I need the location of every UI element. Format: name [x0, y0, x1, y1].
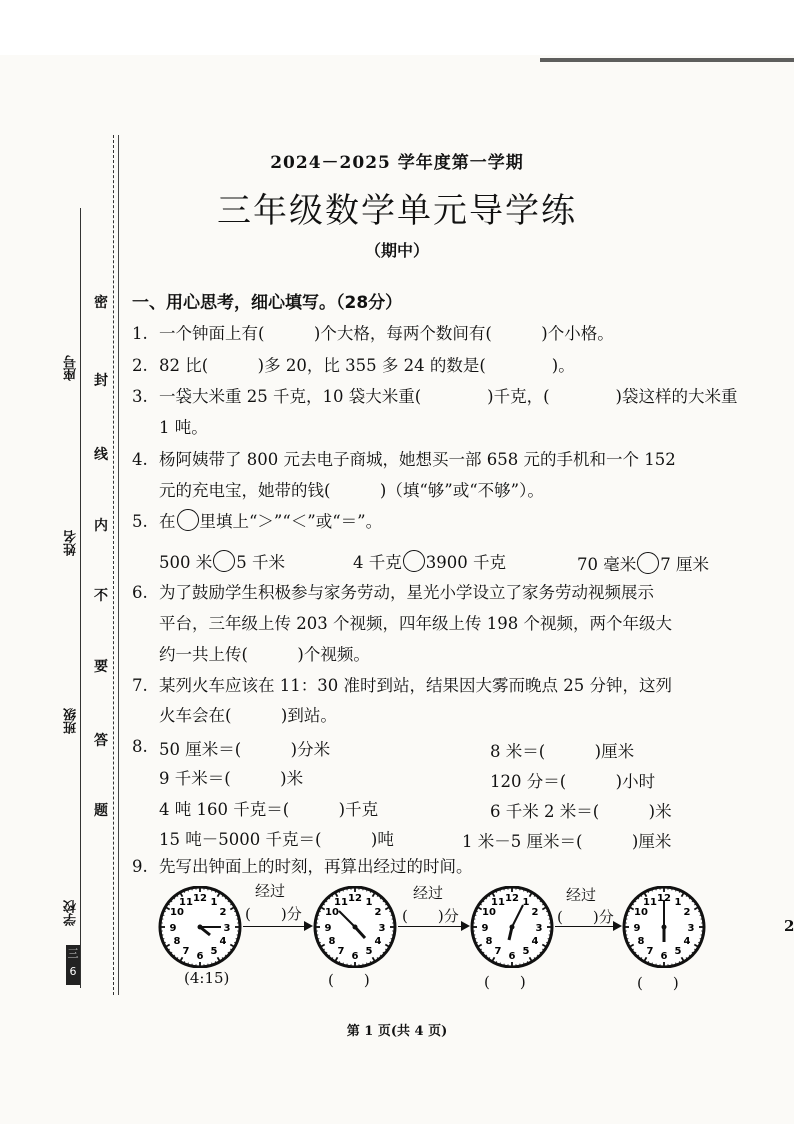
- question-number: 1.: [132, 324, 148, 343]
- svg-text:9: 9: [324, 923, 332, 934]
- svg-text:4: 4: [531, 936, 539, 947]
- svg-text:2: 2: [683, 907, 691, 918]
- conversion-item: 6 千米 2 米＝( )米: [490, 802, 672, 821]
- svg-text:11: 11: [334, 897, 348, 908]
- name-label: 姓名: [64, 530, 79, 556]
- question-text-post: 里填上“＞”“＜”或“＝”。: [199, 512, 383, 531]
- elapsed-label: 经过: [566, 886, 597, 904]
- question-text: 先写出钟面上的时刻，再算出经过的时间。: [159, 857, 473, 876]
- clock-tick: [672, 888, 673, 890]
- svg-text:3: 3: [535, 923, 543, 934]
- edge-mark: 2: [784, 917, 794, 935]
- clock-tick: [504, 964, 505, 966]
- svg-text:11: 11: [643, 897, 657, 908]
- seal-char-nei: 内: [94, 518, 108, 534]
- svg-text:9: 9: [481, 923, 489, 934]
- question-text: 杨阿姨带了 800 元去电子商城，她想买一部 658 元的手机和一个 152: [159, 450, 676, 469]
- clock-tick: [656, 964, 657, 966]
- question-6-cont2: 约一共上传( )个视频。: [159, 645, 370, 664]
- svg-text:7: 7: [182, 946, 190, 957]
- question-5: [132, 506, 382, 537]
- elapsed-blank[interactable]: ( )分: [402, 907, 459, 925]
- question-7: [132, 670, 672, 701]
- svg-text:3: 3: [687, 923, 695, 934]
- seal-dashed-line: [113, 135, 114, 995]
- question-number: 4.: [132, 450, 148, 469]
- elapsed-label: 经过: [255, 882, 286, 900]
- clock-tick: [192, 964, 193, 966]
- clock-tick: [363, 888, 364, 890]
- svg-text:12: 12: [348, 893, 362, 904]
- svg-text:8: 8: [637, 936, 645, 947]
- svg-text:11: 11: [179, 897, 193, 908]
- svg-text:8: 8: [173, 936, 181, 947]
- clock-tick: [392, 935, 394, 936]
- compare-right: 5 千米: [236, 553, 285, 572]
- clock-tick: [625, 935, 627, 936]
- svg-text:5: 5: [674, 946, 682, 957]
- svg-text:9: 9: [633, 923, 641, 934]
- svg-text:12: 12: [505, 893, 519, 904]
- clock-caption[interactable]: ( ): [484, 973, 526, 991]
- svg-text:4: 4: [219, 936, 227, 947]
- page-title: 三年级数学单元导学练: [217, 191, 577, 231]
- clock-face-icon: [469, 886, 555, 968]
- compare-left: 70 毫米: [577, 555, 637, 574]
- question-8: [132, 731, 159, 762]
- question-3: [132, 381, 737, 412]
- page-code-box: 三 6: [66, 945, 80, 985]
- question-3-cont: 1 吨。: [159, 418, 208, 437]
- section-heading: 一、用心思考，细心填写。（28分）: [132, 293, 403, 313]
- svg-text:10: 10: [482, 907, 496, 918]
- svg-text:1: 1: [210, 897, 218, 908]
- scan-top-area: [0, 0, 794, 55]
- question-1: [132, 318, 614, 349]
- svg-text:6: 6: [508, 951, 516, 962]
- conversion-item: 4 吨 160 千克＝( )千克: [159, 800, 379, 819]
- svg-text:7: 7: [646, 946, 654, 957]
- answer-circle-icon: [177, 509, 199, 531]
- clock-tick: [672, 964, 673, 966]
- exam-type: （期中）: [364, 241, 429, 260]
- question-number: 8.: [132, 737, 148, 756]
- question-text: 为了鼓励学生积极参与家务劳动，星光小学设立了家务劳动视频展示: [159, 583, 654, 602]
- seal-char-yao: 要: [94, 659, 108, 675]
- clock-tick: [656, 888, 657, 890]
- svg-text:4: 4: [374, 936, 382, 947]
- question-number: 3.: [132, 387, 148, 406]
- seal-char-da: 答: [94, 733, 108, 749]
- svg-text:11: 11: [491, 897, 505, 908]
- conversion-item: 120 分＝( )小时: [490, 772, 656, 791]
- svg-text:2: 2: [531, 907, 539, 918]
- question-text: 一袋大米重 25 千克，10 袋大米重( )千克，( )袋这样的大米重: [159, 387, 738, 406]
- page-footer: 第 1 页(共 4 页): [346, 1024, 448, 1039]
- question-6: [132, 577, 654, 608]
- clock-tick: [473, 919, 475, 920]
- conversion-item: 8 米＝( )厘米: [490, 742, 635, 761]
- svg-text:9: 9: [169, 923, 177, 934]
- question-text: 某列火车应该在 11：30 准时到站，结果因大雾而晚点 25 分钟，这列: [159, 676, 672, 695]
- svg-text:5: 5: [210, 946, 218, 957]
- clock-face-icon: [312, 886, 398, 968]
- question-number: 9.: [132, 857, 148, 876]
- svg-text:7: 7: [494, 946, 502, 957]
- clock-tick: [392, 919, 394, 920]
- svg-text:2: 2: [219, 907, 227, 918]
- clock-tick: [192, 888, 193, 890]
- svg-text:6: 6: [196, 951, 204, 962]
- svg-text:7: 7: [337, 946, 345, 957]
- svg-text:8: 8: [328, 936, 336, 947]
- question-4: [132, 444, 676, 475]
- scan-edge-shadow: [540, 58, 794, 62]
- compare-left: 500 米: [159, 553, 213, 572]
- elapsed-label: 经过: [413, 884, 444, 902]
- compare-item-3: [577, 551, 709, 575]
- svg-text:1: 1: [365, 897, 373, 908]
- conversion-item: 1 米－5 厘米＝( )厘米: [462, 832, 672, 851]
- question-6-cont: 平台，三年级上传 203 个视频，四年级上传 198 个视频，两个年级大: [159, 614, 672, 633]
- svg-text:4: 4: [683, 936, 691, 947]
- clock-tick: [161, 919, 163, 920]
- question-text: 82 比( )多 20，比 355 多 24 的数是( )。: [159, 356, 575, 375]
- arrow-icon: [398, 926, 468, 927]
- seal-char-ti: 题: [94, 803, 108, 819]
- svg-text:3: 3: [223, 923, 231, 934]
- svg-text:1: 1: [522, 897, 530, 908]
- conversion-item: 9 千米＝( )米: [159, 769, 304, 788]
- svg-text:10: 10: [325, 907, 339, 918]
- clock-tick: [701, 935, 703, 936]
- elapsed-blank[interactable]: ( )分: [245, 905, 302, 923]
- answer-circle-icon[interactable]: [403, 550, 425, 572]
- clock-caption: (4:15): [184, 969, 230, 987]
- question-number: 6.: [132, 583, 148, 602]
- question-4-cont: 元的充电宝，她带的钱( )（填“够”或“不够”）。: [159, 481, 544, 500]
- svg-text:1: 1: [674, 897, 682, 908]
- question-text-pre: 在: [159, 512, 176, 531]
- clock-caption[interactable]: ( ): [637, 974, 679, 992]
- clock-caption[interactable]: ( ): [328, 971, 370, 989]
- svg-text:6: 6: [660, 951, 668, 962]
- clock-tick: [520, 964, 521, 966]
- conversion-item: 50 厘米＝( )分米: [159, 740, 331, 759]
- question-2: [132, 350, 575, 381]
- svg-text:10: 10: [170, 907, 184, 918]
- clock-face-icon: [157, 886, 243, 968]
- clock-tick: [208, 888, 209, 890]
- clock-face-icon: [621, 886, 707, 968]
- svg-text:10: 10: [634, 907, 648, 918]
- svg-text:8: 8: [485, 936, 493, 947]
- question-9: [132, 851, 473, 882]
- clock-tick: [316, 919, 318, 920]
- clock-tick: [473, 935, 475, 936]
- clock-tick: [237, 919, 239, 920]
- seal-char-mi: 密: [94, 295, 108, 311]
- clock-tick: [347, 888, 348, 890]
- arrow-icon: [243, 926, 311, 927]
- question-number: 7.: [132, 676, 148, 695]
- seal-char-xian: 线: [94, 447, 108, 463]
- svg-text:2: 2: [374, 907, 382, 918]
- question-text: 一个钟面上有( )个大格，每两个数间有( )个小格。: [159, 324, 614, 343]
- clock-tick: [208, 964, 209, 966]
- seal-solid-line: [118, 135, 119, 995]
- compare-right: 3900 千克: [425, 553, 506, 572]
- school-label: 学校: [64, 900, 79, 926]
- compare-item-1: [159, 549, 285, 573]
- question-number: 2.: [132, 356, 148, 375]
- clock-tick: [625, 919, 627, 920]
- conversion-item: 15 吨－5000 千克＝( )吨: [159, 830, 394, 849]
- compare-right: 7 厘米: [660, 555, 709, 574]
- margin-fill-line: [80, 208, 81, 988]
- svg-text:5: 5: [522, 946, 530, 957]
- answer-circle-icon[interactable]: [213, 550, 235, 572]
- question-7-cont: 火车会在( )到站。: [159, 706, 337, 725]
- clock-tick: [316, 935, 318, 936]
- clock-tick: [504, 888, 505, 890]
- clock-tick: [161, 935, 163, 936]
- clock-tick: [549, 919, 551, 920]
- clock-tick: [237, 935, 239, 936]
- seal-char-bu: 不: [94, 588, 108, 604]
- svg-text:3: 3: [378, 923, 386, 934]
- question-number: 5.: [132, 512, 148, 531]
- answer-circle-icon[interactable]: [637, 552, 659, 574]
- compare-item-2: [353, 549, 506, 573]
- clock-tick: [363, 964, 364, 966]
- svg-text:12: 12: [193, 893, 207, 904]
- svg-text:12: 12: [657, 893, 671, 904]
- seat-number-label: 座号: [64, 355, 79, 381]
- clock-tick: [347, 964, 348, 966]
- school-year: 2024－2025 学年度第一学期: [270, 153, 524, 173]
- elapsed-blank[interactable]: ( )分: [557, 908, 614, 926]
- clock-tick: [701, 919, 703, 920]
- svg-text:6: 6: [351, 951, 359, 962]
- compare-left: 4 千克: [353, 553, 402, 572]
- svg-text:5: 5: [365, 946, 373, 957]
- clock-tick: [520, 888, 521, 890]
- class-label: 班级: [64, 708, 79, 734]
- seal-char-feng: 封: [94, 373, 108, 389]
- clock-tick: [549, 935, 551, 936]
